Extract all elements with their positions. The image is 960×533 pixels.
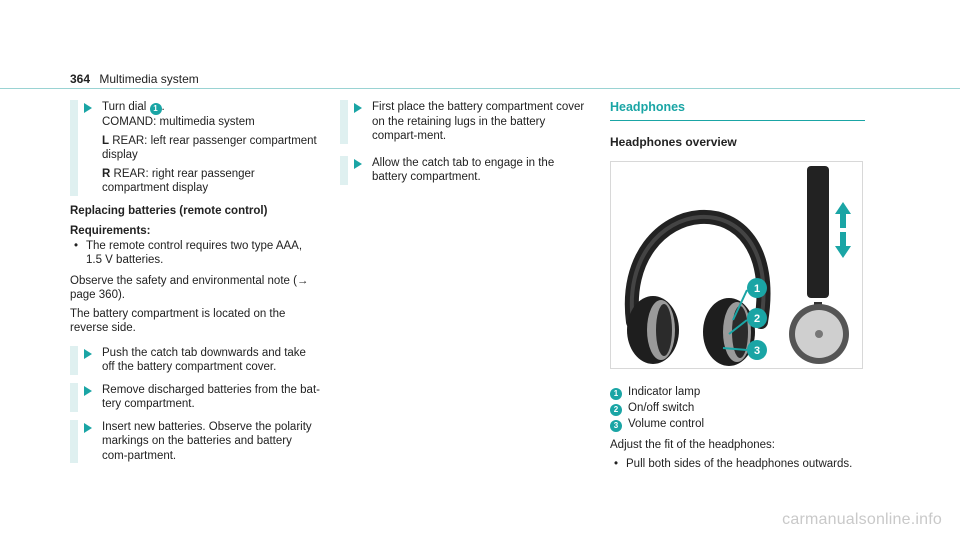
headphones-illustration	[611, 162, 862, 368]
step-text: Push the catch tab downwards and take off the battery compartment cover.	[102, 346, 306, 373]
legend-label: On/off switch	[628, 402, 695, 414]
adjust-instruction: Adjust the fit of the headphones:	[610, 439, 775, 451]
step-text: Remove discharged batteries from the bat‐tery compartment.	[102, 383, 320, 410]
side-earcup-center	[815, 330, 823, 338]
option-key: R	[102, 167, 111, 180]
legend-item-volume	[610, 417, 866, 432]
legend-label: Indicator lamp	[628, 386, 701, 398]
callout-badge-2	[747, 308, 767, 328]
legend-badge: 1	[610, 388, 622, 400]
legend-label: Volume control	[628, 418, 705, 430]
step-place-cover	[340, 100, 590, 144]
section-name: Multimedia sy​stem	[99, 72, 199, 86]
section-title: Headphones	[610, 100, 865, 121]
header-divider	[0, 88, 960, 89]
step-subline: COMAND: multimedia sy​stem	[102, 116, 255, 128]
column-left	[70, 100, 320, 471]
headphones-figure	[610, 161, 863, 369]
page-number: 364	[70, 72, 91, 86]
step-text-part: Turn dial	[102, 101, 150, 113]
arrow-down-icon	[835, 232, 851, 258]
observe-note: Observe the safety and environmental note (→ page 360).	[70, 274, 309, 301]
step-arrow-icon	[84, 423, 92, 433]
step-arrow-icon	[84, 349, 92, 359]
step-text	[102, 100, 320, 115]
callout-badge-1	[747, 278, 767, 298]
side-band	[807, 166, 829, 298]
svg-text:2: 2	[753, 313, 761, 325]
step-insert-batteries	[70, 420, 320, 464]
legend-badge: 2	[610, 404, 622, 416]
step-engage-catch	[340, 156, 590, 185]
step-arrow-icon	[354, 159, 362, 169]
option-text: REAR: right rear passenger compartment display	[102, 167, 255, 194]
location-note: The battery compartment is located on the reverse side.	[70, 307, 286, 334]
step-turn-dial	[70, 100, 320, 196]
legend-badge: 3	[610, 420, 622, 432]
option-text: REAR: left rear passenger compartment display	[102, 134, 317, 161]
left-earcup-cap	[656, 304, 672, 356]
step-arrow-icon	[84, 386, 92, 396]
step-text: Allow the catch tab to engage in the battery compartment.	[372, 156, 555, 183]
arrow-up-icon	[835, 202, 851, 228]
option-right-rear	[102, 167, 320, 196]
legend-item-indicator	[610, 385, 866, 400]
legend-item-onoff	[610, 401, 866, 416]
step-remove-batteries	[70, 383, 320, 412]
svg-text:3: 3	[753, 345, 761, 357]
option-key: L	[102, 134, 110, 147]
requirement-item: • The remote control requires two type AAA, 1.5 V batteries.	[70, 239, 320, 268]
column-middle	[340, 100, 590, 193]
step-text-part: .	[161, 101, 165, 113]
step-text: Insert new batteries. Observe the polarity markings on the batteries and battery com‐partment.	[102, 420, 312, 462]
column-right	[610, 100, 866, 471]
step-push-catch	[70, 346, 320, 375]
watermark-text: carmanualsonline.info	[782, 510, 942, 528]
step-arrow-icon	[354, 103, 362, 113]
page-header	[70, 72, 199, 87]
replacing-batteries-heading: Replacing batteries (remote control)	[70, 204, 268, 217]
subsection-title: Headphones overview	[610, 134, 737, 149]
requirements-label: Requirements:	[70, 225, 151, 237]
adjust-bullet: • Pull both sides of the headphones outwards.	[610, 457, 866, 472]
svg-text:1: 1	[753, 283, 761, 295]
option-left-rear	[102, 134, 320, 163]
callout-badge: 1	[150, 103, 162, 115]
step-arrow-icon	[84, 103, 92, 113]
step-text: First place the battery compartment cover on the retaining lugs in the battery compart‐ment.	[372, 101, 585, 142]
callout-badge-3	[747, 340, 767, 360]
